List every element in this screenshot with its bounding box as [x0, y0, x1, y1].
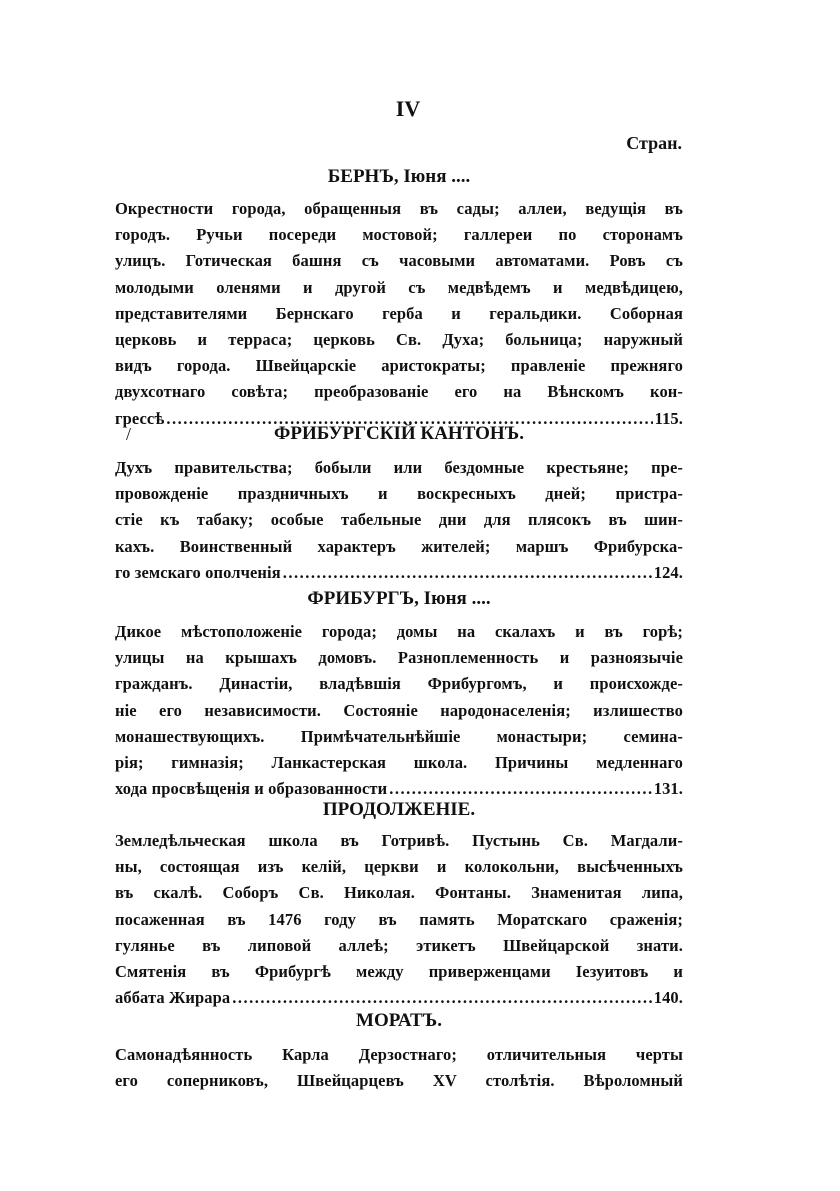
text-line: его соперниковъ, Швейцарцевъ XV столѣтія. Вѣроломный	[115, 1071, 683, 1091]
text-line: стіе къ табаку; особые табельные дни для плясокъ въ шин-	[115, 510, 683, 530]
text-line: посаженная въ 1476 году въ память Моратскаго сраженія;	[115, 909, 683, 929]
page-column-header: Стран.	[626, 133, 682, 153]
text-line: въ скалѣ. Соборъ Св. Николая. Фонтаны. Знаменитая липа,	[115, 883, 683, 903]
section-heading-bern: БЕРНЪ, Іюня ....	[327, 166, 471, 187]
text-line: ны, состоящая изъ келій, церкви и колокольни, высѣченныхъ	[115, 857, 683, 877]
section-text-morat	[115, 1042, 683, 1094]
toc-entry-text: грессѣ	[115, 408, 165, 428]
text-line: Земледѣльческая школа въ Готривѣ. Пустынь Св. Магдали-	[115, 831, 683, 850]
section-heading-fribourg-canton: ФРИБУРГСКІЙ КАНТОНЪ.	[274, 423, 524, 444]
text-line: Смятенія въ Фрибургѣ между приверженцами Іезуитовъ и	[115, 962, 683, 982]
section-heading-morat: МОРАТЪ.	[356, 1010, 442, 1031]
text-line: рія; гимназія; Ланкастерская школа. Причины медленнаго	[115, 753, 683, 773]
text-line: видъ города. Швейцарскіе аристократы; правленіе прежняго	[115, 356, 683, 376]
text-line: молодыми оленями и другой съ медвѣдемъ и медвѣдицею,	[115, 277, 683, 297]
toc-entry-continuation	[115, 985, 683, 1011]
toc-entry-fribourg-canton	[115, 560, 683, 586]
text-line: провожденіе праздничныхъ и воскресныхъ дней; пристра-	[115, 484, 683, 504]
section-heading-continuation: ПРОДОЛЖЕНІЕ.	[322, 799, 476, 820]
toc-entry-text: го земскаго ополченія	[115, 562, 281, 582]
toc-page-number: 140.	[653, 988, 683, 1008]
text-line: монашествующихъ. Примѣчательнѣйшіе монастыри; семина-	[115, 726, 683, 746]
text-line: улицы на крышахъ домовъ. Разноплеменность и разноязычіе	[115, 648, 683, 668]
text-line: гражданъ. Династіи, владѣвшія Фрибургомъ, и происхожде-	[115, 674, 683, 694]
text-line: представителями Бернскаго герба и геральдики. Соборная	[115, 303, 683, 323]
toc-page-number: 124.	[653, 562, 683, 582]
toc-page-number: 131.	[653, 779, 683, 799]
page-number: IV	[395, 96, 421, 121]
text-line: Самонадѣянность Карла Дерзостнаго; отличительныя черты	[115, 1045, 683, 1064]
text-line: городъ. Ручьи посереди мостовой; галлереи по сторонамъ	[115, 225, 683, 245]
dot-leader	[232, 985, 651, 1011]
text-line: церковь и терраса; церковь Св. Духа; больница; наружный	[115, 330, 683, 350]
text-line: Духъ правительства; бобыли или бездомные крестьяне; пре-	[115, 458, 683, 477]
text-line: ніе его независимости. Состояніе народонаселенія; излишество	[115, 700, 683, 720]
text-line: гулянье въ липовой аллеѣ; этикетъ Швейцарской знати.	[115, 935, 683, 955]
section-text-bern	[115, 196, 683, 432]
section-heading-fribourg: ФРИБУРГЪ, Іюня ....	[307, 588, 491, 609]
section-text-continuation	[115, 828, 683, 1011]
text-line: улицъ. Готическая башня съ часовыми автоматами. Ровъ съ	[115, 251, 683, 271]
dot-leader	[283, 560, 652, 586]
toc-entry-text: хода просвѣщенія и образованности	[115, 779, 388, 799]
text-line: двухсотнаго совѣта; преобразованіе его на Вѣнскомъ кон-	[115, 382, 683, 402]
toc-page-number: 115.	[654, 408, 683, 428]
text-line: кахъ. Воинственный характеръ жителей; маршъ Фрибурска-	[115, 536, 683, 556]
section-text-fribourg-canton	[115, 455, 683, 586]
margin-mark: /	[126, 424, 132, 444]
text-line: Окрестности города, обращенныя въ сады; аллеи, ведущія въ	[115, 199, 683, 218]
section-text-fribourg	[115, 619, 683, 802]
toc-entry-text: аббата Жирара	[115, 988, 231, 1008]
text-line: Дикое мѣстоположеніе города; домы на скалахъ и въ горѣ;	[115, 622, 683, 641]
